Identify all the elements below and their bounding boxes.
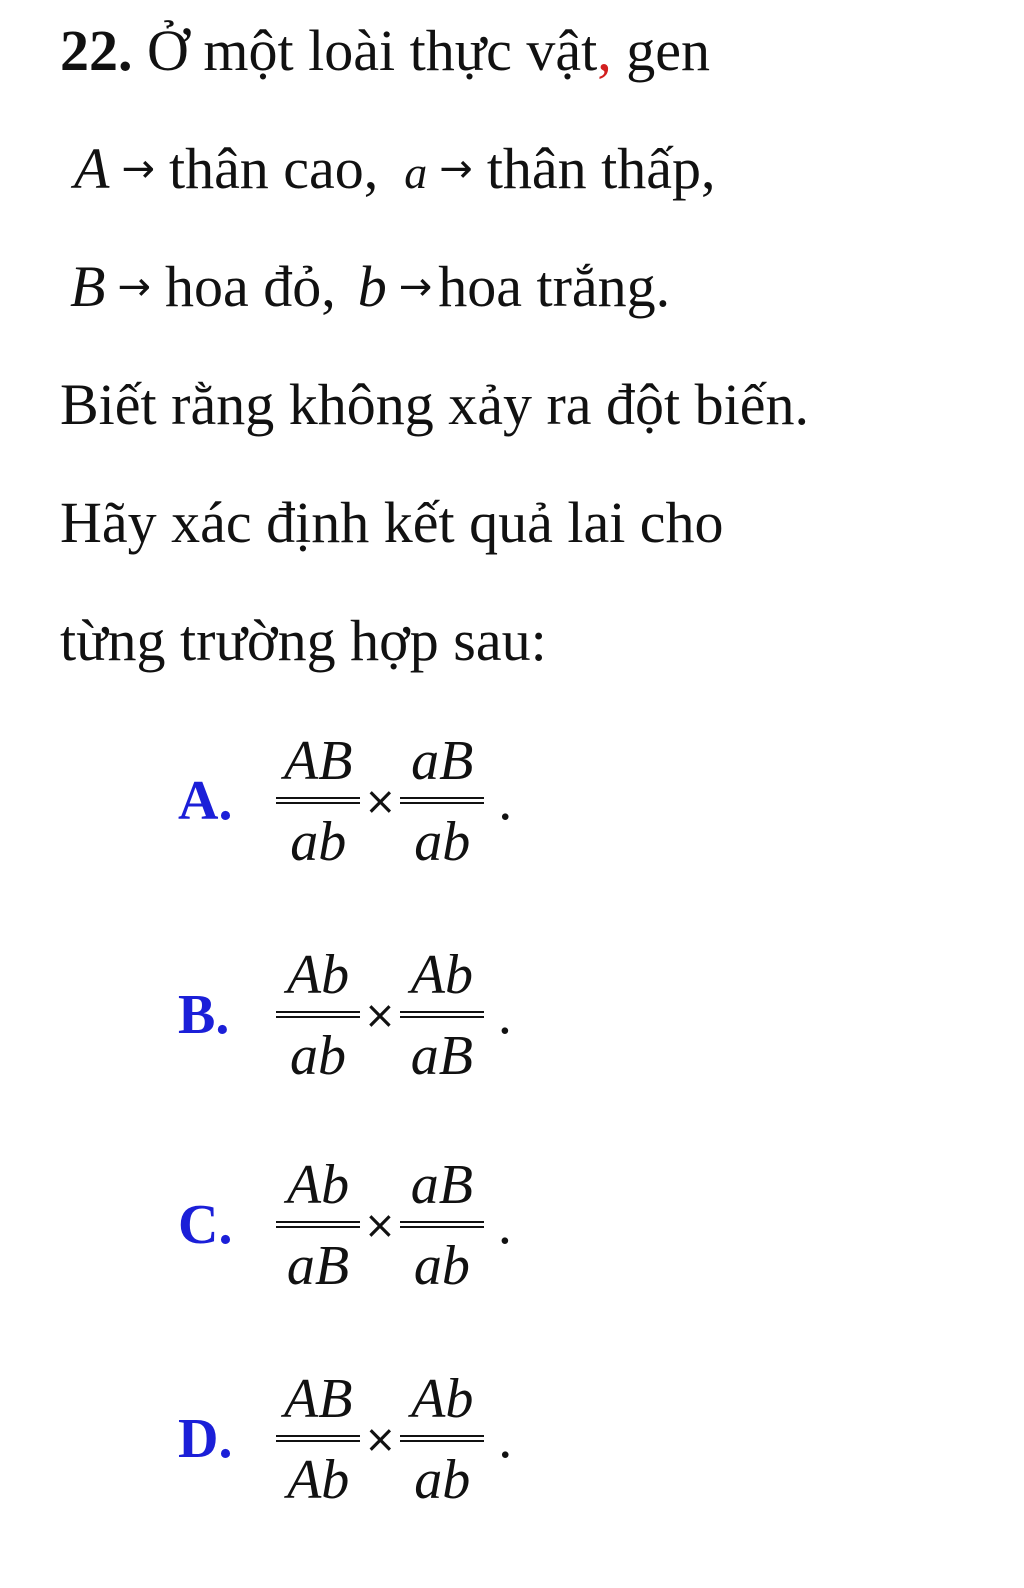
genotype-fraction: [400, 1153, 484, 1297]
option-c[interactable]: [178, 1150, 512, 1300]
times-icon: ×: [364, 1417, 397, 1461]
option-letter: A.: [178, 770, 233, 832]
genotype-fraction: [276, 1367, 360, 1511]
fraction-numerator: AB: [284, 1367, 353, 1430]
genotype-fraction: [276, 943, 360, 1087]
fraction-denominator: aB: [410, 1024, 473, 1087]
fraction-numerator: Ab: [286, 1153, 350, 1216]
genotype-fraction: [400, 729, 484, 873]
red-comma: ,: [597, 18, 612, 83]
arrow-icon: →: [121, 146, 155, 192]
fraction-numerator: aB: [410, 1153, 473, 1216]
option-letter: B.: [178, 984, 230, 1046]
option-d[interactable]: [178, 1364, 512, 1514]
allele-symbol: b: [357, 254, 387, 319]
trait-text: thân thấp,: [486, 136, 716, 201]
end-period: .: [498, 1408, 513, 1470]
trait-text: hoa trắng.: [438, 254, 671, 319]
trait-text: thân cao,: [168, 136, 379, 201]
option-b[interactable]: [178, 940, 512, 1090]
genotype-fraction: [276, 729, 360, 873]
fraction-denominator: ab: [414, 810, 471, 873]
fraction-denominator: ab: [414, 1448, 471, 1511]
genotype-fraction: [400, 1367, 484, 1511]
times-icon: ×: [364, 1203, 396, 1247]
question-line-4: Biết rằng không xảy ra đột biến.: [60, 372, 809, 437]
gene-line-a: [74, 136, 716, 201]
end-period: .: [497, 984, 512, 1046]
fraction-numerator: AB: [284, 729, 353, 792]
fraction-numerator: Ab: [411, 1367, 474, 1430]
fraction-denominator: Ab: [287, 1448, 350, 1511]
fraction-numerator: Ab: [410, 943, 473, 1006]
allele-symbol: a: [404, 147, 428, 198]
option-letter: D.: [178, 1408, 233, 1470]
question-intro: Ở một loài thực vật: [132, 18, 598, 83]
arrow-icon: →: [117, 264, 151, 310]
fraction-numerator: Ab: [286, 943, 350, 1006]
fraction-denominator: ab: [290, 1024, 346, 1087]
end-period: .: [498, 770, 513, 832]
option-a[interactable]: [178, 726, 512, 876]
trait-text: hoa đỏ,: [164, 254, 336, 319]
option-letter: C.: [178, 1194, 233, 1256]
genotype-fraction: [276, 1153, 360, 1297]
question-intro-gen: gen: [611, 18, 710, 83]
question-line-5: Hãy xác định kết quả lai cho: [60, 490, 724, 555]
allele-symbol: A: [74, 136, 110, 201]
gene-line-b: [70, 254, 671, 319]
arrow-icon: →: [398, 264, 433, 310]
question-line-6: từng trường hợp sau:: [60, 608, 547, 673]
fraction-denominator: ab: [290, 810, 347, 873]
fraction-numerator: aB: [411, 729, 474, 792]
question-number: 22.: [60, 18, 133, 83]
allele-symbol: B: [70, 254, 106, 319]
question-title: [60, 18, 710, 83]
times-icon: ×: [364, 779, 397, 823]
end-period: .: [497, 1194, 512, 1256]
fraction-denominator: aB: [286, 1234, 350, 1297]
fraction-denominator: ab: [413, 1234, 470, 1297]
arrow-icon: →: [439, 146, 473, 192]
genotype-fraction: [400, 943, 484, 1087]
times-icon: ×: [364, 993, 396, 1037]
